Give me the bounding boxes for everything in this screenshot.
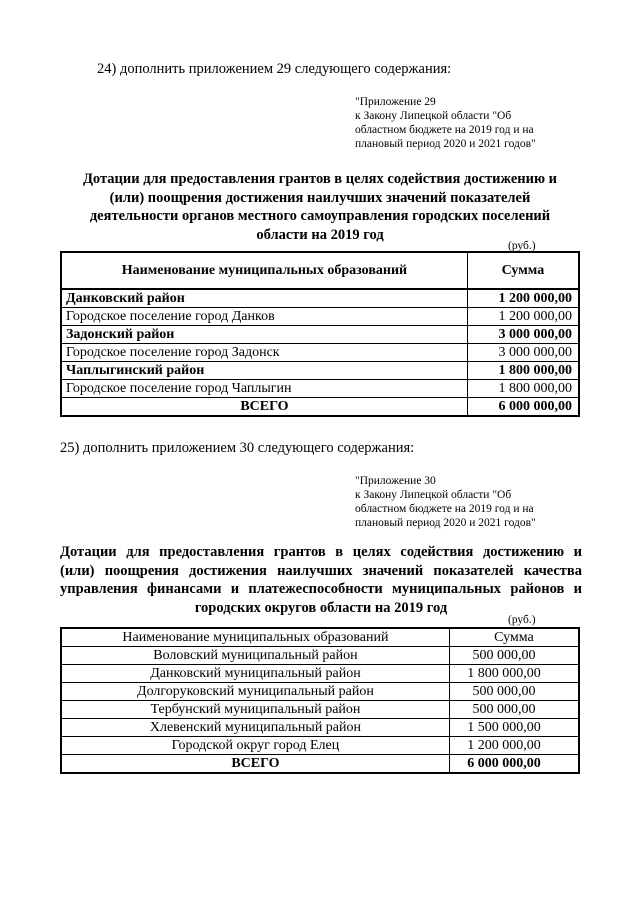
table-header-row xyxy=(61,628,579,647)
row-sum: 1 800 000,00 xyxy=(449,665,579,683)
row-sum: 1 800 000,00 xyxy=(467,362,579,380)
row-name: Городское поселение город Чаплыгин xyxy=(61,380,467,398)
table-row xyxy=(61,362,579,380)
row-sum: 500 000,00 xyxy=(449,683,579,701)
row-name: Хлевенский муниципальный район xyxy=(61,719,449,737)
table-total-row xyxy=(61,398,579,417)
row-name: Задонский район xyxy=(61,326,467,344)
section2-intro: 25) дополнить приложением 30 следующего содержания: xyxy=(60,440,415,456)
col-header-sum: Сумма xyxy=(449,628,579,647)
title-line: области на 2019 год xyxy=(256,226,384,243)
row-name: Городское поселение город Задонск xyxy=(61,344,467,362)
row-name: Чаплыгинский район xyxy=(61,362,467,380)
table-row xyxy=(61,683,579,701)
table-header-row xyxy=(61,252,579,289)
row-sum: 1 200 000,00 xyxy=(467,308,579,326)
row-name: Тербунский муниципальный район xyxy=(61,701,449,719)
appendix-line: областном бюджете на 2019 год и на xyxy=(355,124,534,136)
row-sum: 1 800 000,00 xyxy=(467,380,579,398)
table-row xyxy=(61,701,579,719)
row-name: Воловский муниципальный район xyxy=(61,647,449,665)
row-name: Городское поселение город Данков xyxy=(61,308,467,326)
section1-appendix-note xyxy=(355,95,536,151)
title-line: (или) поощрения достижения наилучших значений показателей xyxy=(109,189,531,206)
col-header-name: Наименование муниципальных образований xyxy=(61,628,449,647)
row-name: Городской округ город Елец xyxy=(61,737,449,755)
table-row xyxy=(61,289,579,308)
row-sum: 500 000,00 xyxy=(449,701,579,719)
section2-appendix-note xyxy=(355,474,536,530)
row-sum: 1 200 000,00 xyxy=(449,737,579,755)
appendix-line: к Закону Липецкой области "Об xyxy=(355,110,512,122)
row-name: Данковский муниципальный район xyxy=(61,665,449,683)
title-line: Дотации для предоставления грантов в целях содействия достижению и xyxy=(60,544,582,560)
row-name: Долгоруковский муниципальный район xyxy=(61,683,449,701)
row-name: Данковский район xyxy=(61,289,467,308)
col-header-name: Наименование муниципальных образований xyxy=(61,252,467,289)
col-header-sum: Сумма xyxy=(467,252,579,289)
title-line: (или) поощрения достижения наилучших значений показателей качества xyxy=(60,562,582,579)
table-row xyxy=(61,326,579,344)
row-sum: 1 500 000,00 xyxy=(449,719,579,737)
section1-title xyxy=(60,170,580,244)
appendix-line: "Приложение 30 xyxy=(355,475,436,487)
title-line: Дотации для предоставления грантов в целях содействия достижению и xyxy=(82,171,558,187)
table-row xyxy=(61,308,579,326)
appendix-line: плановый период 2020 и 2021 годов" xyxy=(355,517,536,529)
table-row xyxy=(61,719,579,737)
appendix-line: к Закону Липецкой области "Об xyxy=(355,489,512,501)
appendix-line: "Приложение 29 xyxy=(355,96,436,108)
table-row xyxy=(61,647,579,665)
section2-table xyxy=(60,627,580,774)
table-row xyxy=(61,344,579,362)
section1-table xyxy=(60,251,580,417)
table-total-row xyxy=(61,755,579,774)
row-sum: 3 000 000,00 xyxy=(467,344,579,362)
appendix-line: областном бюджете на 2019 год и на xyxy=(355,503,534,515)
table-row xyxy=(61,380,579,398)
row-sum: 3 000 000,00 xyxy=(467,326,579,344)
total-label: ВСЕГО xyxy=(61,398,467,417)
total-label: ВСЕГО xyxy=(61,755,449,774)
title-line: городских округов области на 2019 год xyxy=(194,599,448,616)
table-row xyxy=(61,665,579,683)
table-row xyxy=(61,737,579,755)
row-sum: 500 000,00 xyxy=(449,647,579,665)
appendix-line: плановый период 2020 и 2021 годов" xyxy=(355,138,536,150)
section1-intro: 24) дополнить приложением 29 следующего содержания: xyxy=(97,61,452,77)
total-sum: 6 000 000,00 xyxy=(467,398,579,417)
title-line: деятельности органов местного самоуправления городских поселений xyxy=(89,208,551,225)
title-line: управления финансами и платежеспособности муниципальных районов и xyxy=(60,581,582,598)
section2-unit: (руб.) xyxy=(508,614,536,626)
section1-unit: (руб.) xyxy=(508,240,536,252)
total-sum: 6 000 000,00 xyxy=(449,755,579,774)
section2-title xyxy=(60,543,582,617)
row-sum: 1 200 000,00 xyxy=(467,289,579,308)
